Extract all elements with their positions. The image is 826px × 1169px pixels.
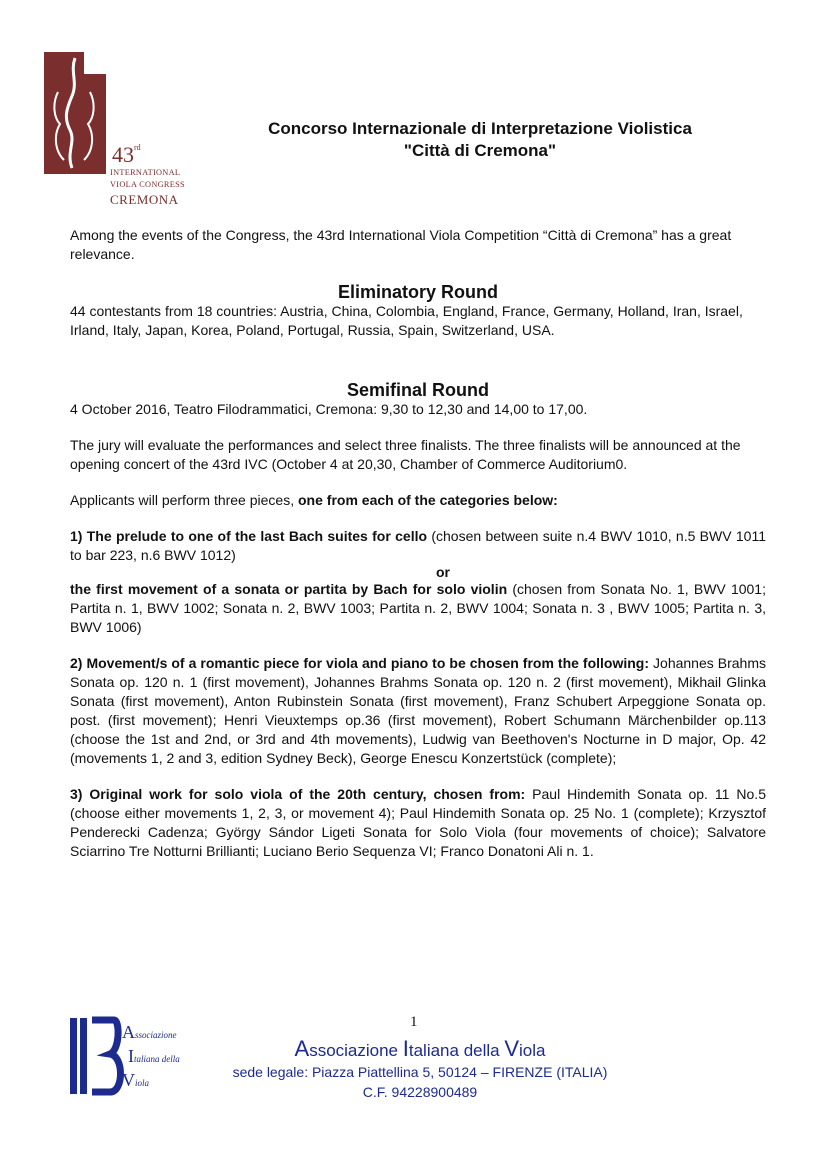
eliminatory-heading: Eliminatory Round [337, 282, 498, 302]
viola-logo-icon [44, 52, 106, 174]
logo-number: 43rd [112, 142, 141, 167]
semifinal-schedule: 4 October 2016, Teatro Filodrammatici, Cremona: 9,30 to 12,30 and 14,00 to 17,00. [70, 401, 588, 417]
logo-line-international: INTERNATIONAL [110, 168, 181, 177]
title-line-1: Concorso Internazionale di Interpretazione Violistica [268, 119, 692, 138]
logo-line-viola-congress: VIOLA CONGRESS [110, 180, 185, 189]
logo-line-cremona: CREMONA [110, 192, 179, 207]
applicants-paragraph: Applicants will perform three pieces, one from each of the categories below: [70, 492, 558, 508]
page-number: 1 [410, 1014, 418, 1030]
document-body [70, 226, 766, 861]
semifinal-heading: Semifinal Round [346, 380, 489, 400]
or-separator: or [436, 564, 450, 580]
aiv-logo-line-3: Viola [122, 1070, 150, 1090]
ivc-logo [44, 52, 194, 207]
category-1-alternative: the first movement of a sonata or partita by Bach for solo violin (chosen from Sonata No. 1, BWV 1001; Partita n. 1, BWV 1002; Sonata n. 2, BWV 1003; Partita n. 2, BWV 1004; Sonata n. 3 , BWV 1005; Partita n. 3, BWV 1006) [70, 581, 766, 635]
aiv-bars-icon [70, 1016, 126, 1096]
footer-tax-code: C.F. 94228900489 [362, 1084, 478, 1100]
aiv-logo-line-1: Associazione [122, 1022, 177, 1042]
category-3: 3) Original work for solo viola of the 20th century, chosen from: Paul Hindemith Sonata op. 11 No.5 (choose either movements 1, 2, 3, or movement 4); Paul Hindemith Sonata op. 25 No. 1 (complete); Krzysztof Penderecki Cadenza; György Sándor Ligeti Sonata for Solo Viola (four movements of choice); Salvatore Sciarrino Tre Notturni Brillianti; Luciano Berio Sequenza VI; Franco Donatoni Ali n. 1. [70, 786, 766, 859]
aiv-logo-line-2: Italiana della [128, 1046, 180, 1066]
title-line-2: "Città di Cremona" [403, 141, 557, 160]
footer-association-name: Associazione Italiana della Viola [294, 1036, 546, 1061]
jury-paragraph: The jury will evaluate the performances and select three finalists. The three finalists will be announced at the opening concert of the 43rd IVC (October 4 at 20,30, Chamber of Commerce Auditorium0. [70, 437, 741, 472]
eliminatory-text: 44 contestants from 18 countries: Austria, China, Colombia, England, France, Germany, Holland, Iran, Israel, Irland, Italy, Japan, Korea, Poland, Portugal, Russia, Spain, Switzerland, USA. [70, 303, 743, 338]
footer-address-block [200, 1038, 640, 1102]
category-1: 1) The prelude to one of the last Bach suites for cello (chosen between suite n.4 BWV 1010, n.5 BWV 1011 to bar 223, n.6 BWV 1012) [70, 528, 766, 563]
intro-paragraph: Among the events of the Congress, the 43rd International Viola Competition “Città di Cremona” has a great relevance. [70, 227, 732, 262]
footer-address: sede legale: Piazza Piattellina 5, 50124 – FIRENZE (ITALIA) [232, 1064, 608, 1080]
category-2: 2) Movement/s of a romantic piece for viola and piano to be chosen from the following: Johannes Brahms Sonata op. 120 n. 1 (first movement), Johannes Brahms Sonata op. 120 n. 2 (first movement), Mikhail Glinka Sonata (first movement), Anton Rubinstein Sonata (first movement), Franz Schubert Arpeggione Sonata op. post. (first movement); Henri Vieuxtemps op.36 (first movement), Robert Schumann Märchenbilder op.113 (choose the 1st and 2nd, or 3rd and 4th movements), Ludwig van Beethoven's Nocturne in D major, Op. 42 (movements 1, 2 and 3, edition Sydney Beck), George Enescu Konzertstück (complete); [70, 655, 766, 766]
aiv-logo [70, 1016, 190, 1096]
document-title [200, 118, 760, 162]
